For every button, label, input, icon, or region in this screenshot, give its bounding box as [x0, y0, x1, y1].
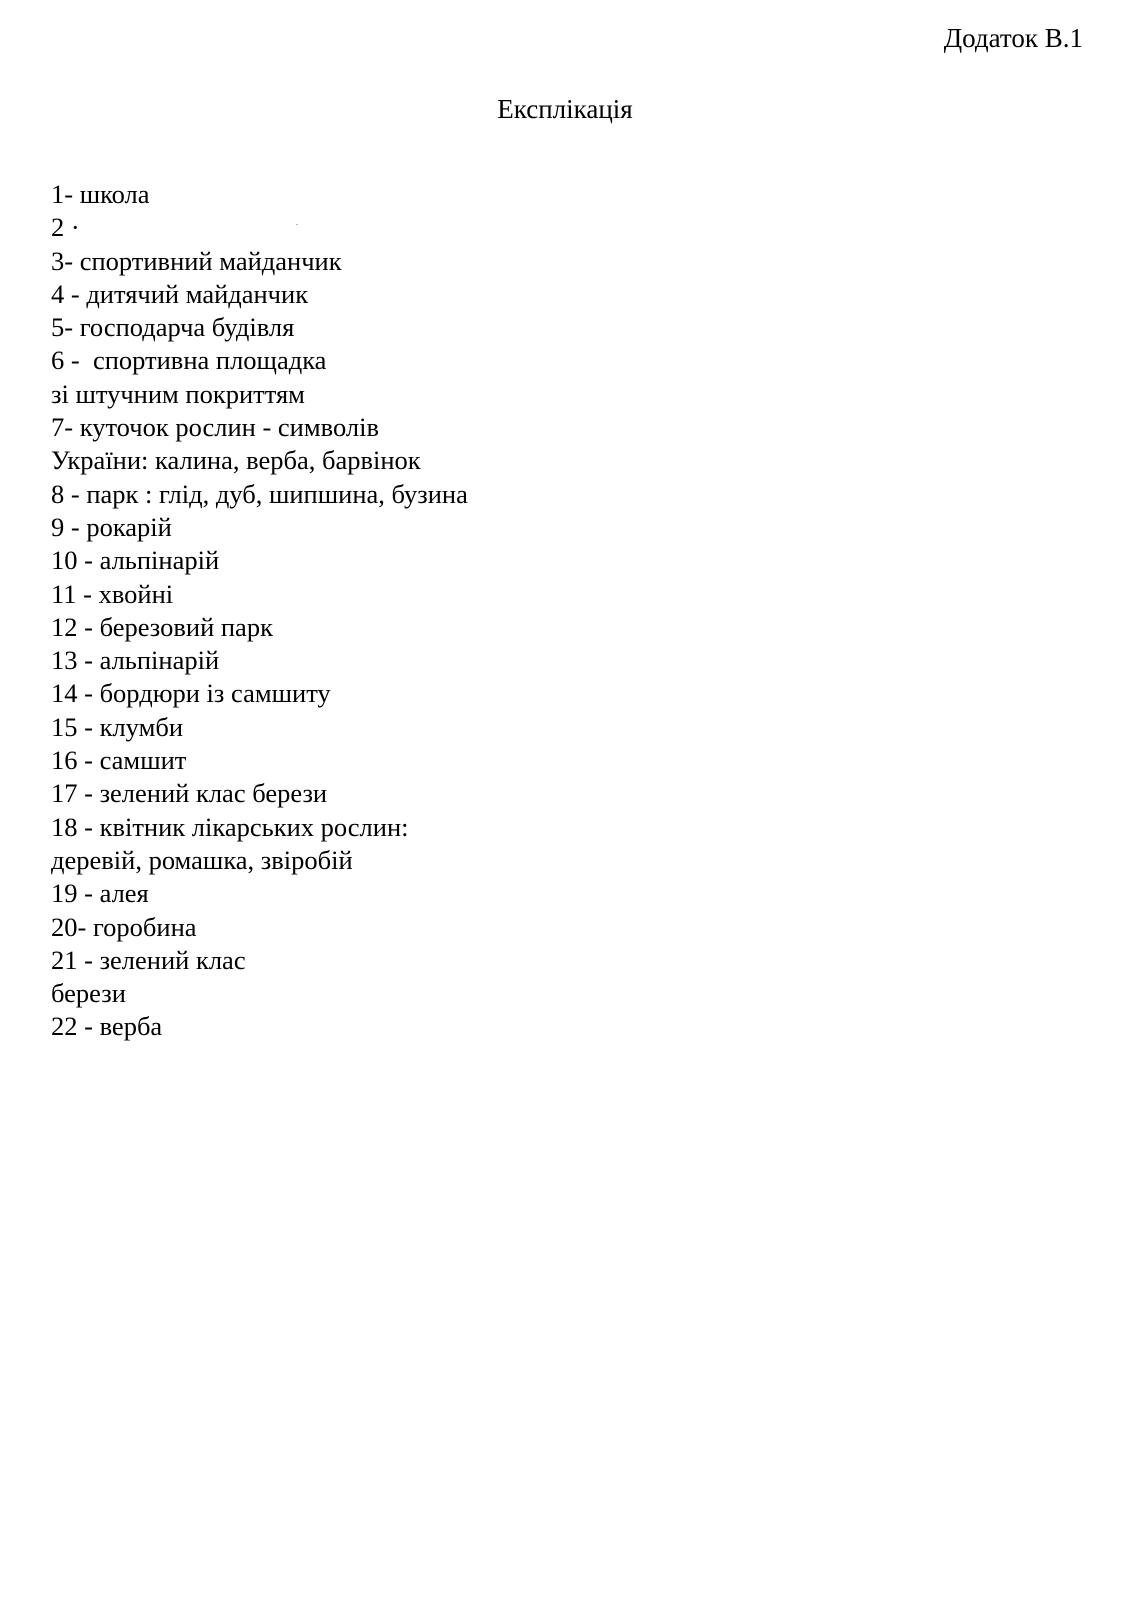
list-item: 14 - бордюри із самшиту	[51, 678, 331, 709]
list-item: 2 ·	[51, 212, 80, 243]
list-item: 8 - парк : глід, дуб, шипшина, бузина	[51, 478, 468, 509]
list-item: 12 - березовий парк	[51, 611, 273, 642]
list-item: 20- горобина	[51, 911, 197, 942]
list-item: 11 - хвойні	[51, 578, 174, 609]
list-item: 16 - самшит	[51, 745, 187, 776]
list-item: 17 - зелений клас берези	[51, 778, 328, 809]
list-item: 7- куточок рослин - символів	[51, 412, 379, 443]
list-item: 21 - зелений клас	[51, 944, 246, 975]
scan-artifact-dot	[296, 224, 298, 225]
list-item: 3- спортивний майданчик	[51, 245, 342, 276]
list-item-continuation: зі штучним покриттям	[51, 378, 305, 409]
list-item: 15 - клумби	[51, 711, 184, 742]
list-item: 1- школа	[51, 179, 150, 209]
list-item: 10 - альпінарій	[51, 545, 220, 576]
list-item-continuation: України: калина, верба, барвінок	[51, 445, 421, 476]
list-item: 9 - рокарій	[51, 511, 172, 542]
list-item: 19 - алея	[51, 878, 149, 909]
explication-list	[51, 178, 468, 1044]
list-item: 6 - спортивна площадка	[51, 345, 327, 376]
list-item-continuation: деревій, ромашка, звіробій	[51, 844, 353, 875]
list-item-continuation: берези	[51, 978, 126, 1009]
list-item: 4 - дитячий майданчик	[51, 278, 309, 309]
appendix-label: Додаток В.1	[943, 23, 1083, 53]
list-item: 18 - квітник лікарських рослин:	[51, 811, 409, 842]
page-title: Експлікація	[497, 94, 633, 124]
list-item: 5- господарча будівля	[51, 312, 295, 343]
list-item: 13 - альпінарій	[51, 645, 220, 676]
list-item: 22 - верба	[51, 1011, 163, 1042]
